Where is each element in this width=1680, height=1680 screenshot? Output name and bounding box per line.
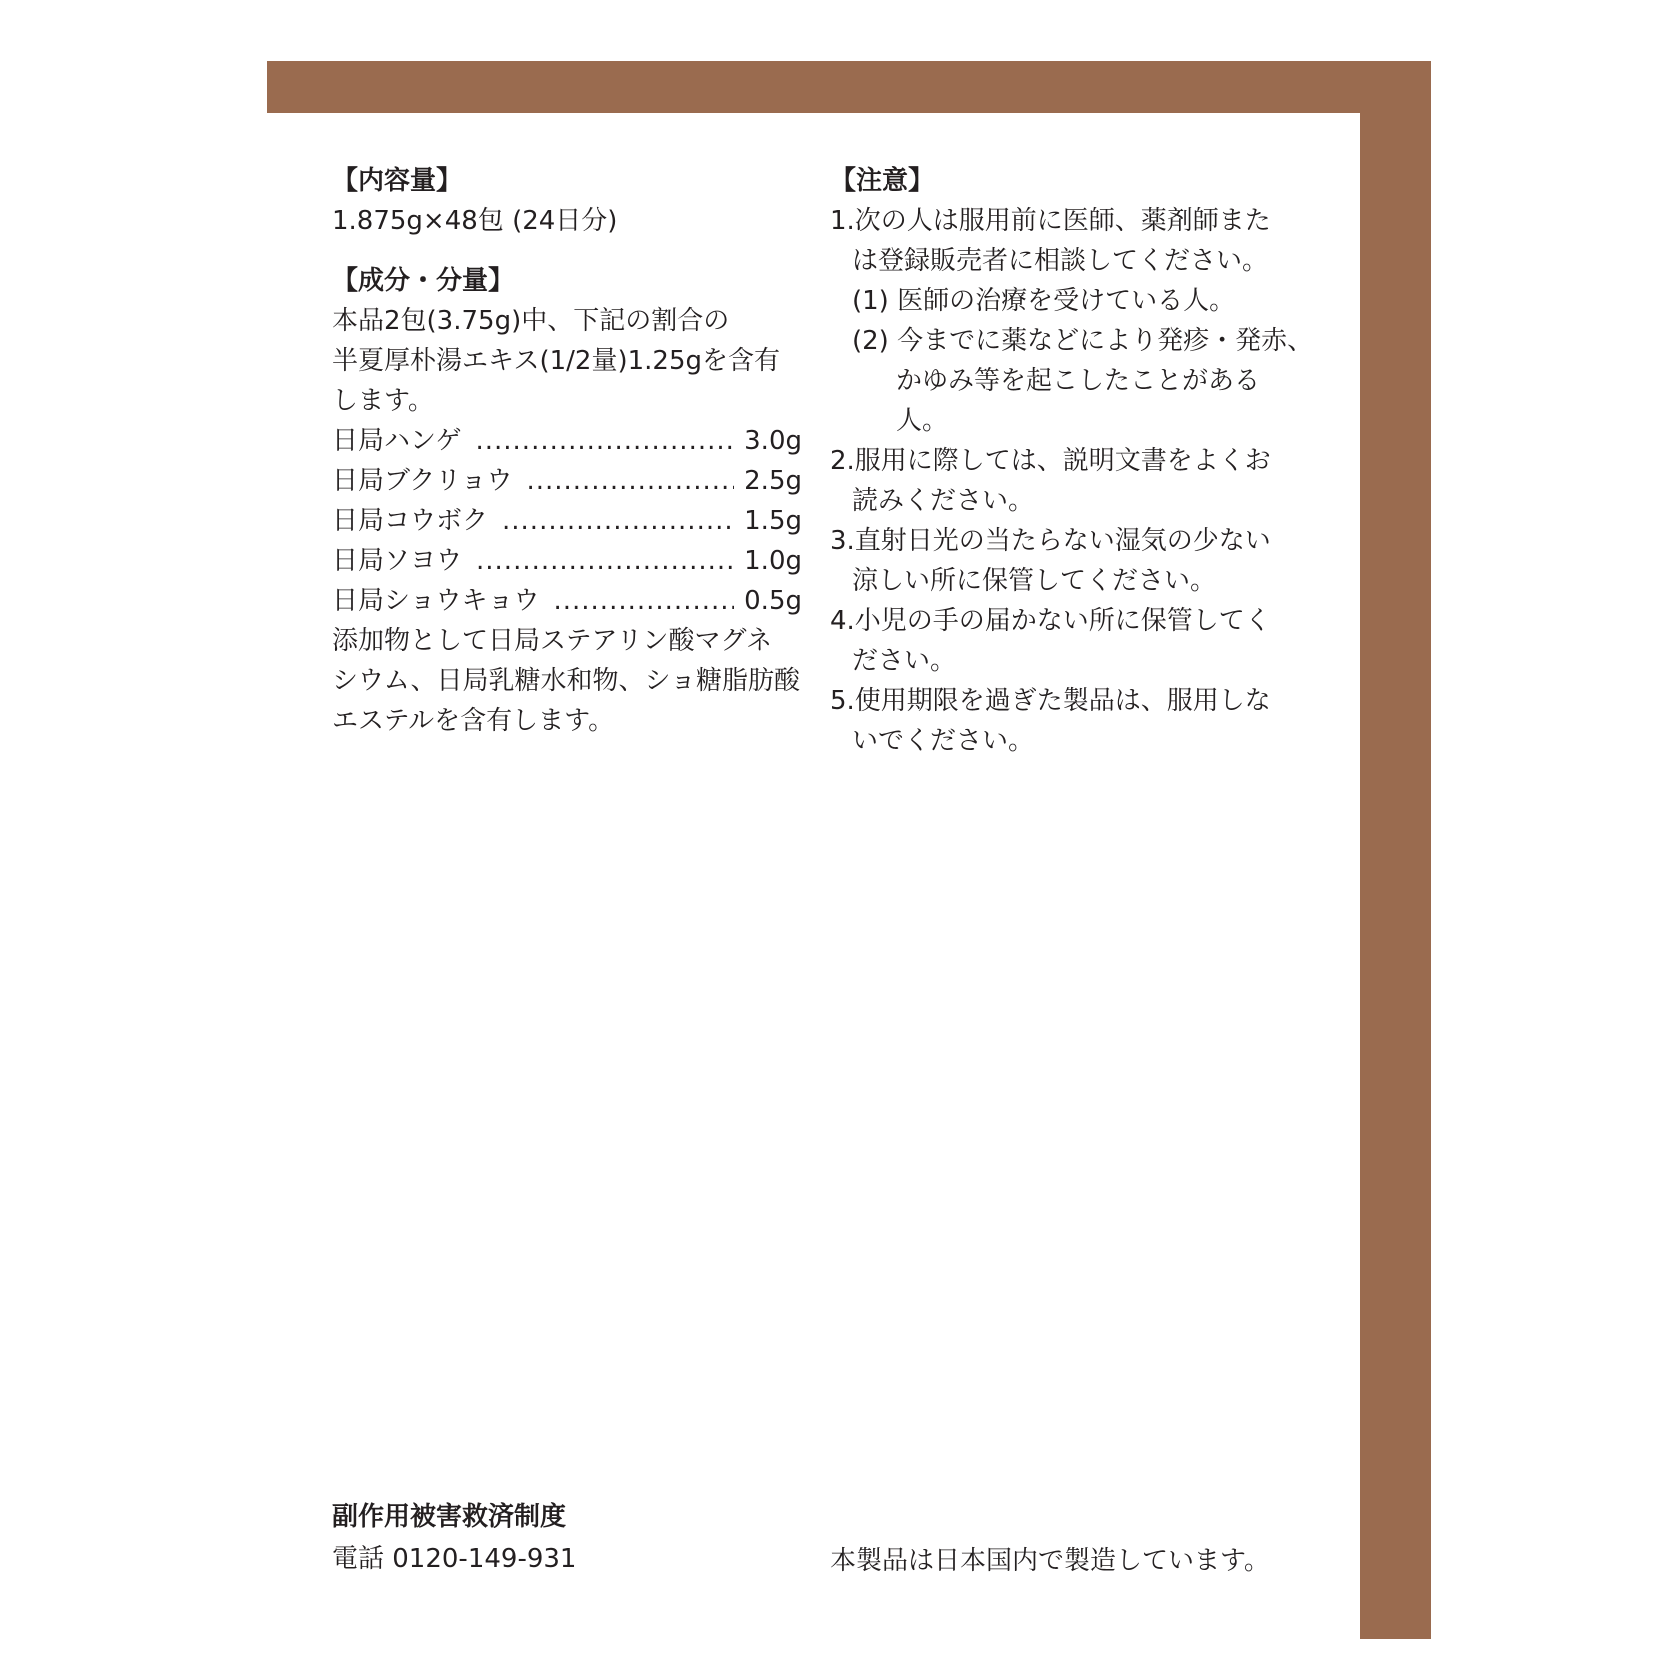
ingredient-row — [332, 541, 802, 581]
ingredients-intro-line: 本品2包(3.75g)中、下記の割合の — [332, 306, 730, 336]
right-border-band — [1360, 61, 1431, 1639]
caution-line: 4.小児の手の届かない所に保管してく — [830, 606, 1271, 636]
ingredients-intro-line: します。 — [332, 386, 434, 416]
ingredient-row — [332, 461, 802, 501]
caution-line: 5.使用期限を過ぎた製品は、服用しな — [830, 686, 1271, 716]
caution-column — [830, 161, 1330, 761]
additives-line: シウム、日局乳糖水和物、ショ糖脂肪酸 — [332, 666, 801, 696]
dot-leader — [476, 541, 734, 581]
made-in-japan-note: 本製品は日本国内で製造しています。 — [830, 1546, 1270, 1576]
ingredient-amount: 2.5g — [744, 466, 802, 496]
dot-leader — [502, 501, 734, 541]
caution-line: かゆみ等を起こしたことがある — [896, 366, 1261, 396]
caution-heading: 【注意】 — [830, 166, 935, 196]
caution-line: (1) 医師の治療を受けている人。 — [852, 286, 1236, 316]
caution-line: 2.服用に際しては、説明文書をよくお — [830, 446, 1271, 476]
ingredient-row — [332, 581, 802, 621]
caution-line: 読みください。 — [852, 486, 1035, 516]
ingredient-name: 日局ショウキョウ — [332, 586, 540, 616]
caution-line: (2) 今までに薬などにより発疹・発赤、 — [852, 326, 1314, 356]
caution-line: は登録販売者に相談してください。 — [852, 246, 1269, 276]
ingredient-name: 日局ソヨウ — [332, 546, 463, 576]
caution-line: 涼しい所に保管してください。 — [852, 566, 1217, 596]
ingredient-amount: 1.0g — [744, 546, 802, 576]
relief-system-block — [332, 1496, 576, 1580]
contents-value: 1.875g×48包 (24日分) — [332, 206, 618, 236]
relief-system-title: 副作用被害救済制度 — [332, 1502, 567, 1532]
ingredient-amount: 3.0g — [744, 426, 802, 456]
ingredient-row — [332, 501, 802, 541]
caution-line: いでください。 — [852, 726, 1035, 756]
dot-leader — [475, 421, 734, 461]
ingredient-name: 日局ハンゲ — [332, 426, 462, 456]
caution-line: 3.直射日光の当たらない湿気の少ない — [830, 526, 1271, 556]
ingredient-amount: 1.5g — [744, 506, 802, 536]
dot-leader — [526, 461, 734, 501]
additives-line: エステルを含有します。 — [332, 706, 615, 736]
ingredients-heading: 【成分・分量】 — [332, 266, 515, 296]
additives-line: 添加物として日局ステアリン酸マグネ — [332, 626, 773, 656]
dot-leader — [553, 581, 734, 621]
caution-line: 1.次の人は服用前に医師、薬剤師また — [830, 206, 1271, 236]
ingredient-name: 日局コウボク — [332, 506, 489, 536]
top-border-band — [267, 61, 1431, 113]
ingredient-name: 日局ブクリョウ — [332, 466, 513, 496]
ingredients-intro-line: 半夏厚朴湯エキス(1/2量)1.25gを含有 — [332, 346, 781, 376]
contents-heading: 【内容量】 — [332, 166, 463, 196]
ingredient-row — [332, 421, 802, 461]
left-column — [332, 161, 802, 741]
ingredient-amount: 0.5g — [744, 586, 802, 616]
caution-line: ださい。 — [852, 646, 957, 676]
caution-line: 人。 — [896, 406, 949, 436]
relief-system-phone: 電話 0120-149-931 — [332, 1544, 577, 1574]
